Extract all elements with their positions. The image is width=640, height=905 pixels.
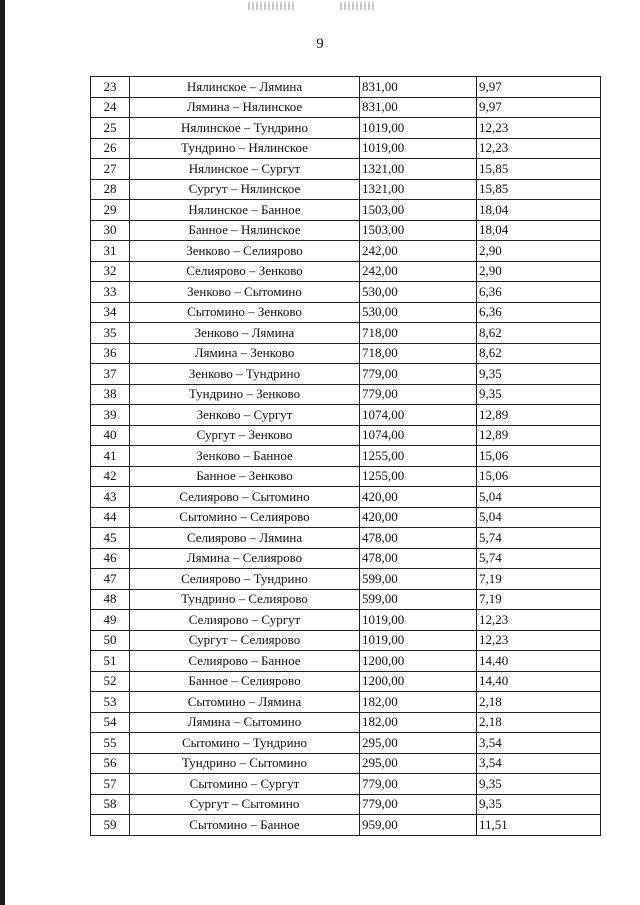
distance-cell: 242,00: [360, 261, 477, 282]
route-cell: Лямина – Зенково: [130, 343, 360, 364]
route-cell: Тундрино – Сытомино: [130, 753, 360, 774]
route-cell: Нялинское – Лямина: [130, 77, 360, 98]
route-cell: Сытомино – Зенково: [130, 302, 360, 323]
table-row: [91, 364, 601, 385]
price-cell: 11,51: [477, 815, 601, 836]
table-row: [91, 220, 601, 241]
route-cell: Сытомино – Сургут: [130, 774, 360, 795]
distance-cell: 530,00: [360, 282, 477, 303]
route-cell: Лямина – Сытомино: [130, 712, 360, 733]
row-number-cell: 52: [91, 671, 130, 692]
price-cell: 8,62: [477, 323, 601, 344]
price-cell: 5,04: [477, 487, 601, 508]
scan-left-edge: [0, 0, 5, 905]
price-cell: 2,90: [477, 241, 601, 262]
page-number: 9: [316, 36, 324, 52]
table-row: [91, 323, 601, 344]
row-number-cell: 32: [91, 261, 130, 282]
row-number-cell: 53: [91, 692, 130, 713]
fare-table-body: [91, 77, 601, 836]
row-number-cell: 41: [91, 446, 130, 467]
table-row: [91, 569, 601, 590]
table-row: [91, 794, 601, 815]
distance-cell: 718,00: [360, 323, 477, 344]
route-cell: Зенково – Селиярово: [130, 241, 360, 262]
row-number-cell: 46: [91, 548, 130, 569]
scan-artifact: [248, 2, 294, 10]
route-cell: Селиярово – Лямина: [130, 528, 360, 549]
table-row: [91, 774, 601, 795]
distance-cell: 1321,00: [360, 159, 477, 180]
distance-cell: 1019,00: [360, 610, 477, 631]
row-number-cell: 38: [91, 384, 130, 405]
distance-cell: 420,00: [360, 507, 477, 528]
price-cell: 3,54: [477, 733, 601, 754]
route-cell: Сургут – Сытомино: [130, 794, 360, 815]
price-cell: 9,35: [477, 384, 601, 405]
route-cell: Сургут – Селиярово: [130, 630, 360, 651]
table-row: [91, 487, 601, 508]
table-row: [91, 302, 601, 323]
table-row: [91, 815, 601, 836]
table-row: [91, 118, 601, 139]
price-cell: 14,40: [477, 651, 601, 672]
route-cell: Банное – Зенково: [130, 466, 360, 487]
scan-artifact: [340, 2, 376, 10]
distance-cell: 530,00: [360, 302, 477, 323]
table-row: [91, 241, 601, 262]
distance-cell: 1503,00: [360, 200, 477, 221]
table-row: [91, 159, 601, 180]
route-cell: Сургут – Зенково: [130, 425, 360, 446]
distance-cell: 1255,00: [360, 446, 477, 467]
price-cell: 12,23: [477, 118, 601, 139]
table-row: [91, 753, 601, 774]
distance-cell: 1074,00: [360, 425, 477, 446]
route-cell: Зенково – Тундрино: [130, 364, 360, 385]
row-number-cell: 23: [91, 77, 130, 98]
route-cell: Лямина – Селиярово: [130, 548, 360, 569]
route-cell: Сытомино – Селиярово: [130, 507, 360, 528]
table-row: [91, 425, 601, 446]
price-cell: 3,54: [477, 753, 601, 774]
distance-cell: 831,00: [360, 97, 477, 118]
distance-cell: 478,00: [360, 548, 477, 569]
row-number-cell: 51: [91, 651, 130, 672]
price-cell: 12,23: [477, 610, 601, 631]
row-number-cell: 26: [91, 138, 130, 159]
table-row: [91, 507, 601, 528]
route-cell: Зенково – Банное: [130, 446, 360, 467]
distance-cell: 1255,00: [360, 466, 477, 487]
distance-cell: 295,00: [360, 753, 477, 774]
row-number-cell: 30: [91, 220, 130, 241]
table-row: [91, 733, 601, 754]
price-cell: 2,18: [477, 712, 601, 733]
price-cell: 15,06: [477, 446, 601, 467]
table-row: [91, 405, 601, 426]
row-number-cell: 42: [91, 466, 130, 487]
route-cell: Селиярово – Тундрино: [130, 569, 360, 590]
price-cell: 18,04: [477, 200, 601, 221]
route-cell: Селиярово – Банное: [130, 651, 360, 672]
table-row: [91, 692, 601, 713]
price-cell: 15,06: [477, 466, 601, 487]
table-row: [91, 589, 601, 610]
distance-cell: 959,00: [360, 815, 477, 836]
route-cell: Сытомино – Тундрино: [130, 733, 360, 754]
row-number-cell: 33: [91, 282, 130, 303]
distance-cell: 1503,00: [360, 220, 477, 241]
table-row: [91, 651, 601, 672]
row-number-cell: 28: [91, 179, 130, 200]
row-number-cell: 31: [91, 241, 130, 262]
route-cell: Тундрино – Зенково: [130, 384, 360, 405]
row-number-cell: 39: [91, 405, 130, 426]
distance-cell: 1074,00: [360, 405, 477, 426]
price-cell: 8,62: [477, 343, 601, 364]
row-number-cell: 49: [91, 610, 130, 631]
price-cell: 5,74: [477, 548, 601, 569]
price-cell: 14,40: [477, 671, 601, 692]
row-number-cell: 57: [91, 774, 130, 795]
row-number-cell: 25: [91, 118, 130, 139]
distance-cell: 599,00: [360, 589, 477, 610]
distance-cell: 182,00: [360, 692, 477, 713]
table-row: [91, 343, 601, 364]
route-cell: Нялинское – Сургут: [130, 159, 360, 180]
price-cell: 9,35: [477, 774, 601, 795]
row-number-cell: 44: [91, 507, 130, 528]
price-cell: 18,04: [477, 220, 601, 241]
row-number-cell: 35: [91, 323, 130, 344]
price-cell: 12,23: [477, 138, 601, 159]
route-cell: Сытомино – Лямина: [130, 692, 360, 713]
price-cell: 6,36: [477, 282, 601, 303]
row-number-cell: 37: [91, 364, 130, 385]
distance-cell: 779,00: [360, 384, 477, 405]
price-cell: 5,74: [477, 528, 601, 549]
row-number-cell: 27: [91, 159, 130, 180]
distance-cell: 420,00: [360, 487, 477, 508]
route-cell: Селиярово – Сытомино: [130, 487, 360, 508]
row-number-cell: 36: [91, 343, 130, 364]
row-number-cell: 43: [91, 487, 130, 508]
route-cell: Сытомино – Банное: [130, 815, 360, 836]
fare-table: [90, 76, 601, 836]
distance-cell: 478,00: [360, 528, 477, 549]
distance-cell: 182,00: [360, 712, 477, 733]
row-number-cell: 55: [91, 733, 130, 754]
row-number-cell: 40: [91, 425, 130, 446]
route-cell: Сургут – Нялинское: [130, 179, 360, 200]
table-row: [91, 671, 601, 692]
route-cell: Нялинское – Банное: [130, 200, 360, 221]
route-cell: Тундрино – Нялинское: [130, 138, 360, 159]
distance-cell: 1200,00: [360, 671, 477, 692]
row-number-cell: 45: [91, 528, 130, 549]
distance-cell: 599,00: [360, 569, 477, 590]
price-cell: 9,35: [477, 364, 601, 385]
price-cell: 2,90: [477, 261, 601, 282]
table-row: [91, 384, 601, 405]
table-row: [91, 138, 601, 159]
row-number-cell: 58: [91, 794, 130, 815]
table-row: [91, 610, 601, 631]
row-number-cell: 47: [91, 569, 130, 590]
price-cell: 9,35: [477, 794, 601, 815]
distance-cell: 718,00: [360, 343, 477, 364]
distance-cell: 1321,00: [360, 179, 477, 200]
price-cell: 2,18: [477, 692, 601, 713]
distance-cell: 1019,00: [360, 138, 477, 159]
table-row: [91, 200, 601, 221]
distance-cell: 779,00: [360, 794, 477, 815]
price-cell: 7,19: [477, 589, 601, 610]
row-number-cell: 50: [91, 630, 130, 651]
row-number-cell: 59: [91, 815, 130, 836]
price-cell: 9,97: [477, 97, 601, 118]
table-row: [91, 97, 601, 118]
table-row: [91, 528, 601, 549]
row-number-cell: 54: [91, 712, 130, 733]
price-cell: 5,04: [477, 507, 601, 528]
row-number-cell: 48: [91, 589, 130, 610]
table-row: [91, 261, 601, 282]
price-cell: 15,85: [477, 179, 601, 200]
route-cell: Лямина – Нялинское: [130, 97, 360, 118]
route-cell: Банное – Нялинское: [130, 220, 360, 241]
table-row: [91, 466, 601, 487]
route-cell: Селиярово – Сургут: [130, 610, 360, 631]
table-row: [91, 630, 601, 651]
distance-cell: 831,00: [360, 77, 477, 98]
price-cell: 12,89: [477, 405, 601, 426]
price-cell: 15,85: [477, 159, 601, 180]
table-row: [91, 77, 601, 98]
route-cell: Селиярово – Зенково: [130, 261, 360, 282]
table-row: [91, 548, 601, 569]
row-number-cell: 29: [91, 200, 130, 221]
price-cell: 7,19: [477, 569, 601, 590]
row-number-cell: 34: [91, 302, 130, 323]
table-row: [91, 179, 601, 200]
route-cell: Нялинское – Тундрино: [130, 118, 360, 139]
route-cell: Банное – Селиярово: [130, 671, 360, 692]
distance-cell: 295,00: [360, 733, 477, 754]
distance-cell: 1019,00: [360, 118, 477, 139]
row-number-cell: 56: [91, 753, 130, 774]
distance-cell: 1200,00: [360, 651, 477, 672]
price-cell: 12,89: [477, 425, 601, 446]
table-row: [91, 446, 601, 467]
route-cell: Зенково – Сургут: [130, 405, 360, 426]
distance-cell: 779,00: [360, 774, 477, 795]
route-cell: Зенково – Сытомино: [130, 282, 360, 303]
price-cell: 9,97: [477, 77, 601, 98]
table-row: [91, 282, 601, 303]
table-row: [91, 712, 601, 733]
distance-cell: 1019,00: [360, 630, 477, 651]
route-cell: Зенково – Лямина: [130, 323, 360, 344]
distance-cell: 779,00: [360, 364, 477, 385]
price-cell: 6,36: [477, 302, 601, 323]
price-cell: 12,23: [477, 630, 601, 651]
distance-cell: 242,00: [360, 241, 477, 262]
row-number-cell: 24: [91, 97, 130, 118]
route-cell: Тундрино – Селиярово: [130, 589, 360, 610]
